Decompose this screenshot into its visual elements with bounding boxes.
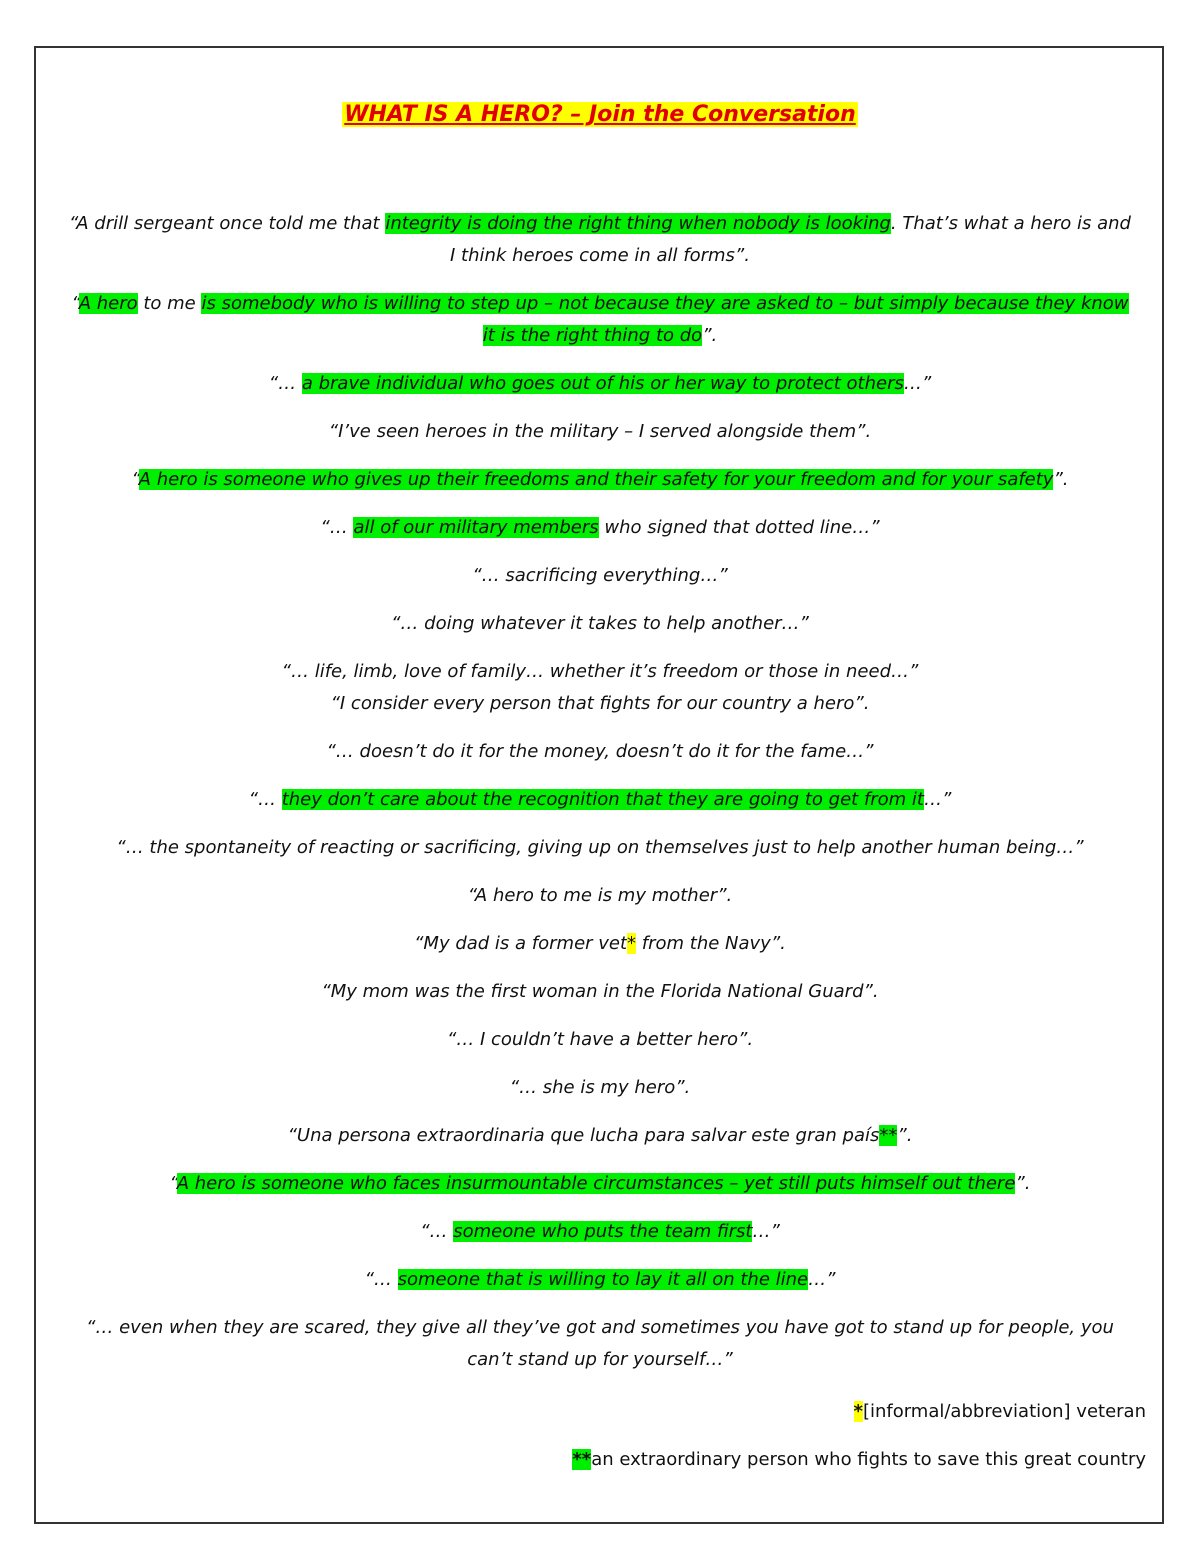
footnote-marker: *	[853, 1401, 863, 1422]
quote-item	[64, 736, 1136, 768]
highlighted-phrase: integrity is doing the right thing when nobody is looking	[385, 213, 891, 234]
quote-text: ”.	[897, 1125, 913, 1146]
footnote-marker: **	[572, 1449, 592, 1470]
footnote-list	[572, 1396, 1146, 1492]
quote-item	[64, 1312, 1136, 1376]
quote-text: “…	[420, 1221, 454, 1242]
quote-text: “… sacrificing everything…”	[472, 565, 728, 586]
quote-text: “…	[268, 373, 302, 394]
quote-text: “…	[364, 1269, 398, 1290]
quote-item	[64, 1024, 1136, 1056]
quote-text: “My dad is a former vet	[414, 933, 628, 954]
quote-item	[64, 208, 1136, 272]
quote-item	[64, 976, 1136, 1008]
quote-item	[64, 416, 1136, 448]
highlighted-phrase: someone who puts the team first	[453, 1221, 753, 1242]
quote-text: “…	[320, 517, 354, 538]
quote-item	[64, 784, 1136, 816]
quote-text: “	[131, 469, 139, 490]
quote-text: from the Navy”.	[636, 933, 786, 954]
quote-text: “… the spontaneity of reacting or sacrificing, giving up on themselves just to help another human being…”	[116, 837, 1084, 858]
highlighted-phrase: **	[879, 1125, 898, 1146]
highlighted-phrase: someone that is willing to lay it all on the line	[397, 1269, 809, 1290]
highlighted-phrase: A hero	[78, 293, 138, 314]
quote-text: ”.	[1053, 469, 1069, 490]
quote-text: “A hero to me is my mother”.	[467, 885, 733, 906]
quote-item	[64, 688, 1136, 720]
quote-text: …”	[924, 789, 952, 810]
quote-item	[64, 1264, 1136, 1296]
quote-text: …”	[752, 1221, 780, 1242]
highlighted-phrase: A hero is someone who gives up their freedoms and their safety for your freedom and for your safety	[138, 469, 1054, 490]
quote-item	[64, 880, 1136, 912]
quote-item	[64, 832, 1136, 864]
quote-text: “A drill sergeant once told me that	[69, 213, 386, 234]
quote-item	[64, 512, 1136, 544]
quote-item	[64, 1216, 1136, 1248]
quote-text: ”.	[702, 325, 718, 346]
quote-item	[64, 1072, 1136, 1104]
quote-text: ”.	[1015, 1173, 1031, 1194]
highlighted-phrase: is somebody who is willing to step up – not because they are asked to – but simply because they know it is the right thing to do	[201, 293, 1129, 346]
page-title-text: WHAT IS A HERO? – Join the Conversation	[344, 102, 856, 127]
quote-item	[64, 1168, 1136, 1200]
quote-text: to me	[137, 293, 202, 314]
quote-text: “I consider every person that fights for our country a hero”.	[330, 693, 870, 714]
footnote-text: [informal/abbreviation] veteran	[862, 1401, 1146, 1422]
footnote	[572, 1396, 1146, 1428]
quote-text: who signed that dotted line…”	[598, 517, 880, 538]
quote-text: “… doesn’t do it for the money, doesn’t do it for the fame…”	[326, 741, 874, 762]
quote-text: “… life, limb, love of family… whether it’s freedom or those in need…”	[281, 661, 919, 682]
quote-item	[64, 560, 1136, 592]
quote-item	[64, 288, 1136, 352]
quote-item	[64, 368, 1136, 400]
quote-text: “I’ve seen heroes in the military – I served alongside them”.	[328, 421, 872, 442]
quote-item	[64, 928, 1136, 960]
footnote	[572, 1444, 1146, 1476]
quote-text: “	[71, 293, 79, 314]
highlighted-phrase: A hero is someone who faces insurmountable circumstances – yet still puts himself out there	[176, 1173, 1016, 1194]
quote-item	[64, 1120, 1136, 1152]
quote-text: “Una persona extraordinaria que lucha para salvar este gran país	[287, 1125, 880, 1146]
quote-text: “… I couldn’t have a better hero”.	[446, 1029, 754, 1050]
footnote-marker: *	[627, 933, 637, 954]
quote-item	[64, 464, 1136, 496]
quote-text: “	[169, 1173, 177, 1194]
quote-text: …”	[808, 1269, 836, 1290]
highlighted-phrase: they don’t care about the recognition that they are going to get from it	[281, 789, 924, 810]
quote-list	[64, 208, 1136, 1392]
quote-text: . That’s what a hero is and I think heroes come in all forms”.	[450, 213, 1131, 266]
quote-item	[64, 608, 1136, 640]
quote-text: “My mom was the first woman in the Florida National Guard”.	[321, 981, 879, 1002]
quote-item	[64, 656, 1136, 688]
highlighted-phrase: all of our military members	[353, 517, 599, 538]
quote-text: “… doing whatever it takes to help another…”	[391, 613, 809, 634]
quote-text: “… even when they are scared, they give all they’ve got and sometimes you have got to stand up for people, you can’t stand up for yourself…”	[86, 1317, 1114, 1370]
quote-text: “… she is my hero”.	[509, 1077, 691, 1098]
footnote-text: an extraordinary person who fights to save this great country	[591, 1449, 1146, 1470]
highlighted-phrase: a brave individual who goes out of his or her way to protect others	[301, 373, 904, 394]
quote-text: …”	[903, 373, 932, 394]
quote-text: “…	[248, 789, 282, 810]
page-title	[0, 100, 1200, 130]
